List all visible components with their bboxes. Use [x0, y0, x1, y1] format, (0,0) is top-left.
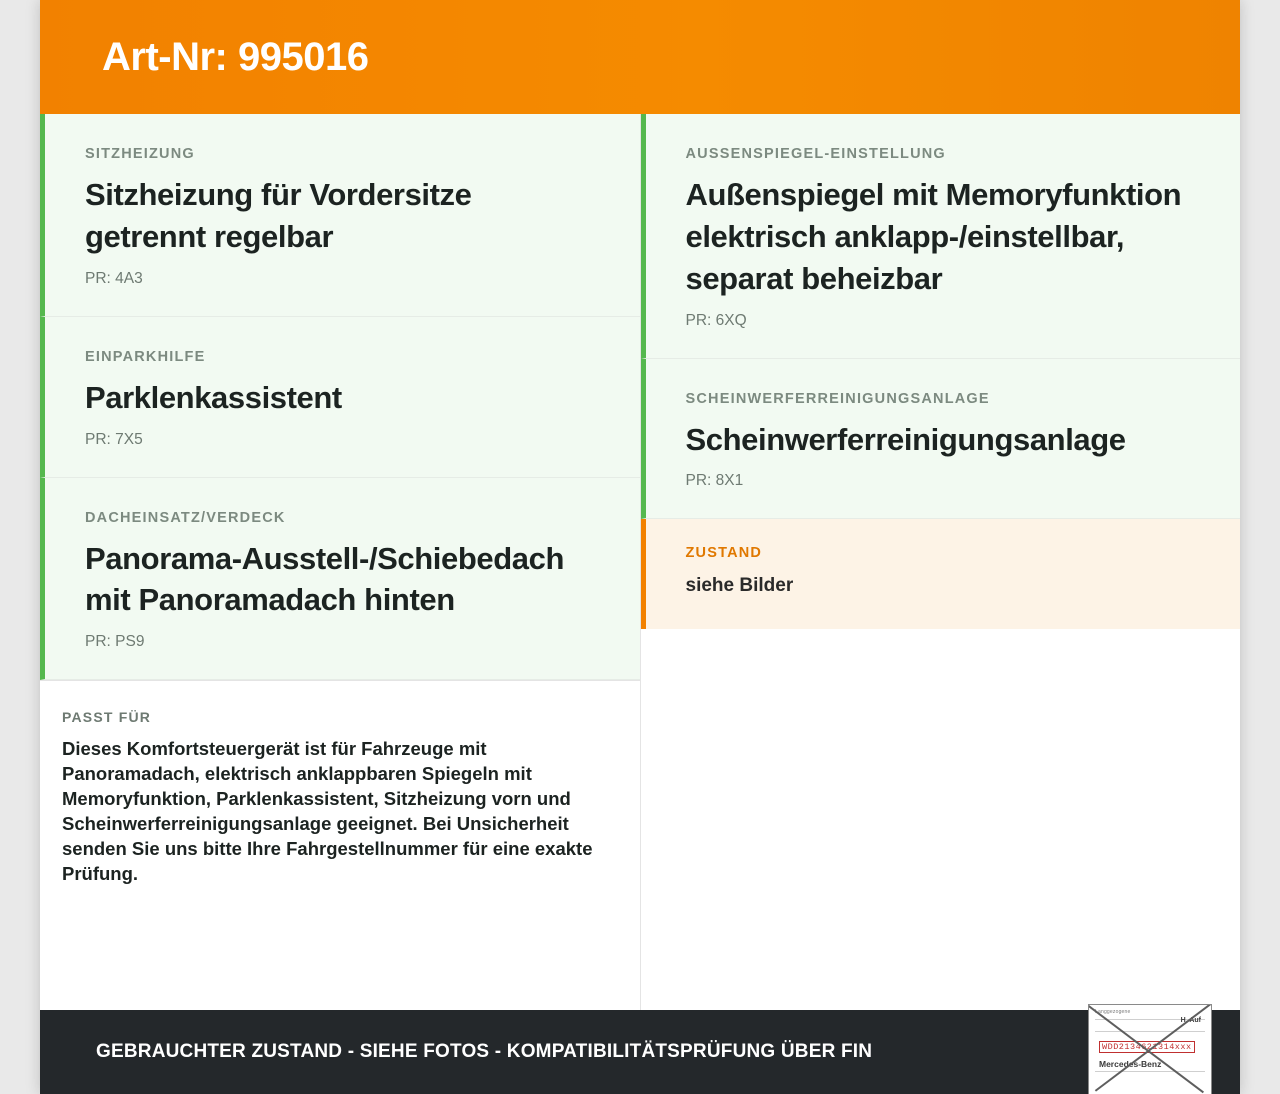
feature-label: AUSSENSPIEGEL-EINSTELLUNG [685, 146, 946, 162]
vehicle-document-thumbnail [1088, 1004, 1212, 1094]
feature-value: Scheinwerferreinigungsanlage [685, 421, 1126, 457]
fits-for-section [40, 680, 640, 913]
feature-card-scheinwerferreinigungsanlage [641, 359, 1241, 520]
feature-value: Sitzheizung für Vordersitze getrennt regelbar [85, 177, 472, 254]
feature-value: Panorama-Ausstell-/Schiebedach mit Panoramadach hinten [85, 540, 564, 618]
feature-value: Außenspiegel mit Memoryfunktion elektrisch anklapp-/einstellbar, separat beheizbar [685, 177, 1182, 296]
feature-pr-code: PR: 6XQ [685, 311, 747, 329]
condition-card [641, 519, 1241, 629]
left-column [40, 114, 641, 1010]
fits-for-text: Dieses Komfortsteuergerät ist für Fahrzeuge mit Panoramadach, elektrisch anklappbaren Spiegeln mit Memoryfunktion, Parklenkassistent, Sitzheizung vorn und Scheinwerferreinigungsanlage geeignet. Bei Unsicherheit senden Sie uns bitte Ihre Fahrgestellnummer für eine exakte Prüfung. [62, 738, 593, 885]
stamp-vin-code: WDD2134621314xxx [1099, 1041, 1195, 1053]
feature-label: DACHEINSATZ/VERDECK [85, 509, 286, 526]
right-column [641, 114, 1241, 1010]
feature-columns [40, 114, 1240, 1010]
feature-pr-code: PR: PS9 [85, 633, 145, 651]
feature-pr-code: PR: 8X1 [685, 472, 744, 490]
feature-label: SCHEINWERFERREINIGUNGSANLAGE [685, 390, 990, 407]
feature-card-einparkhilfe [40, 317, 640, 478]
feature-pr-code: PR: 7X5 [85, 430, 143, 448]
condition-value: siehe Bilder [685, 575, 794, 597]
article-number: Art-Nr: 995016 [102, 34, 369, 79]
feature-value: Parklenkassistent [85, 379, 342, 415]
stamp-top-right-text: H. Auf [1180, 1017, 1201, 1024]
footer-banner [40, 1010, 1240, 1094]
left-column-filler [40, 913, 640, 1010]
feature-label: EINPARKHILFE [85, 348, 206, 365]
feature-card-sitzheizung [40, 114, 640, 317]
header-banner [40, 0, 1240, 114]
right-column-filler [641, 629, 1241, 1010]
stamp-top-text: Langgezogene [1095, 1009, 1131, 1015]
footer-notice: GEBRAUCHTER ZUSTAND - SIEHE FOTOS - KOMPATIBILITÄTSPRÜFUNG ÜBER FIN [96, 1041, 873, 1062]
condition-label: ZUSTAND [685, 545, 763, 562]
feature-pr-code: PR: 4A3 [85, 269, 143, 287]
envelope-fold-icon [1089, 1005, 1211, 1094]
feature-card-dacheinsatz [40, 478, 640, 681]
feature-label: SITZHEIZUNG [85, 146, 195, 162]
feature-card-aussenspiegel [641, 114, 1241, 359]
document-page [40, 0, 1240, 1094]
stamp-brand-text: Mercedes-Benz [1099, 1059, 1162, 1069]
stamp-inner [1089, 1005, 1211, 1094]
fits-for-label: PASST FÜR [62, 709, 152, 726]
